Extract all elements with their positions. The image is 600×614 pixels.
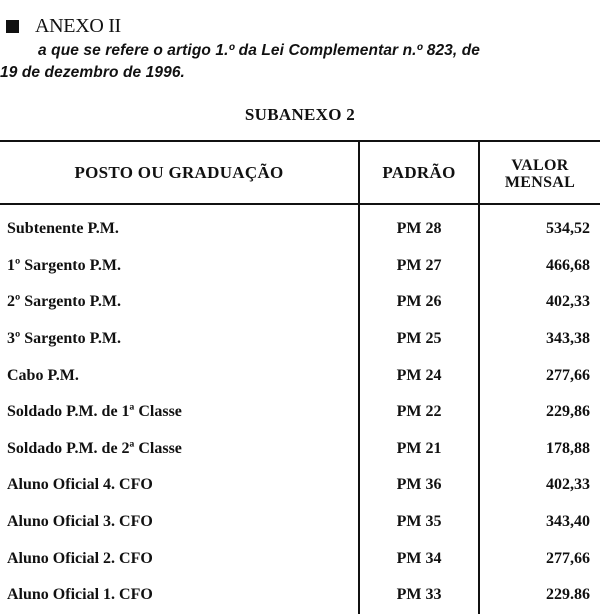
cell-rank: 3º Sargento P.M. [7, 330, 122, 348]
cell-rank: Aluno Oficial 2. CFO [7, 549, 153, 567]
table-row [0, 284, 600, 321]
header-rank: POSTO OU GRADUAÇÃO [0, 141, 359, 204]
annex-header [0, 14, 600, 84]
table-row [0, 248, 600, 285]
table-header [0, 141, 600, 204]
cell-rank: Aluno Oficial 1. CFO [7, 586, 153, 604]
annex-title: ANEXO II [35, 14, 121, 37]
annex-subtitle-line-1: a que se refere o artigo 1.º da Lei Complementar n.º 823, de [38, 42, 480, 59]
header-value [479, 141, 600, 204]
table-row [0, 431, 600, 468]
cell-grade: PM 28 [359, 204, 479, 248]
annex-subtitle [0, 40, 600, 84]
cell-rank: 2º Sargento P.M. [7, 293, 122, 311]
cell-value: 402,33 [479, 284, 600, 321]
cell-grade: PM 36 [359, 467, 479, 504]
cell-grade: PM 27 [359, 248, 479, 285]
cell-value: 402,33 [479, 467, 600, 504]
cell-rank: Aluno Oficial 4. CFO [7, 476, 153, 494]
cell-grade: PM 26 [359, 284, 479, 321]
square-bullet-icon [6, 20, 19, 33]
header-grade: PADRÃO [359, 141, 479, 204]
table-row [0, 204, 600, 248]
annex-subtitle-line-2: 19 de dezembro de 1996. [0, 64, 185, 81]
cell-value: 466,68 [479, 248, 600, 285]
cell-rank: 1º Sargento P.M. [7, 256, 122, 274]
salary-table [0, 140, 600, 614]
table-row [0, 321, 600, 358]
table-row [0, 577, 600, 614]
cell-grade: PM 22 [359, 394, 479, 431]
cell-rank: Subtenente P.M. [7, 220, 119, 238]
cell-rank: Cabo P.M. [7, 366, 79, 384]
table-row [0, 504, 600, 541]
cell-value: 343,38 [479, 321, 600, 358]
cell-rank: Soldado P.M. de 1ª Classe [7, 403, 182, 421]
cell-value: 343,40 [479, 504, 600, 541]
annex-title-line [0, 14, 600, 38]
cell-rank: Soldado P.M. de 2ª Classe [7, 439, 182, 457]
cell-grade: PM 21 [359, 431, 479, 468]
subannex-title: SUBANEXO 2 [244, 105, 356, 124]
cell-value: 277,66 [479, 357, 600, 394]
cell-value: 229.86 [479, 577, 600, 614]
cell-value: 178,88 [479, 431, 600, 468]
cell-value: 229,86 [479, 394, 600, 431]
cell-grade: PM 24 [359, 357, 479, 394]
table-row [0, 394, 600, 431]
cell-value: 277,66 [479, 540, 600, 577]
header-row [0, 141, 600, 204]
table-row [0, 467, 600, 504]
cell-grade: PM 33 [359, 577, 479, 614]
cell-grade: PM 25 [359, 321, 479, 358]
table-row [0, 357, 600, 394]
cell-grade: PM 34 [359, 540, 479, 577]
table-row [0, 540, 600, 577]
table-body [0, 204, 600, 614]
cell-grade: PM 35 [359, 504, 479, 541]
cell-rank: Aluno Oficial 3. CFO [7, 513, 153, 531]
header-value-line-2: MENSAL [504, 174, 576, 191]
header-value-line-1: VALOR [511, 157, 569, 174]
cell-value: 534,52 [479, 204, 600, 248]
